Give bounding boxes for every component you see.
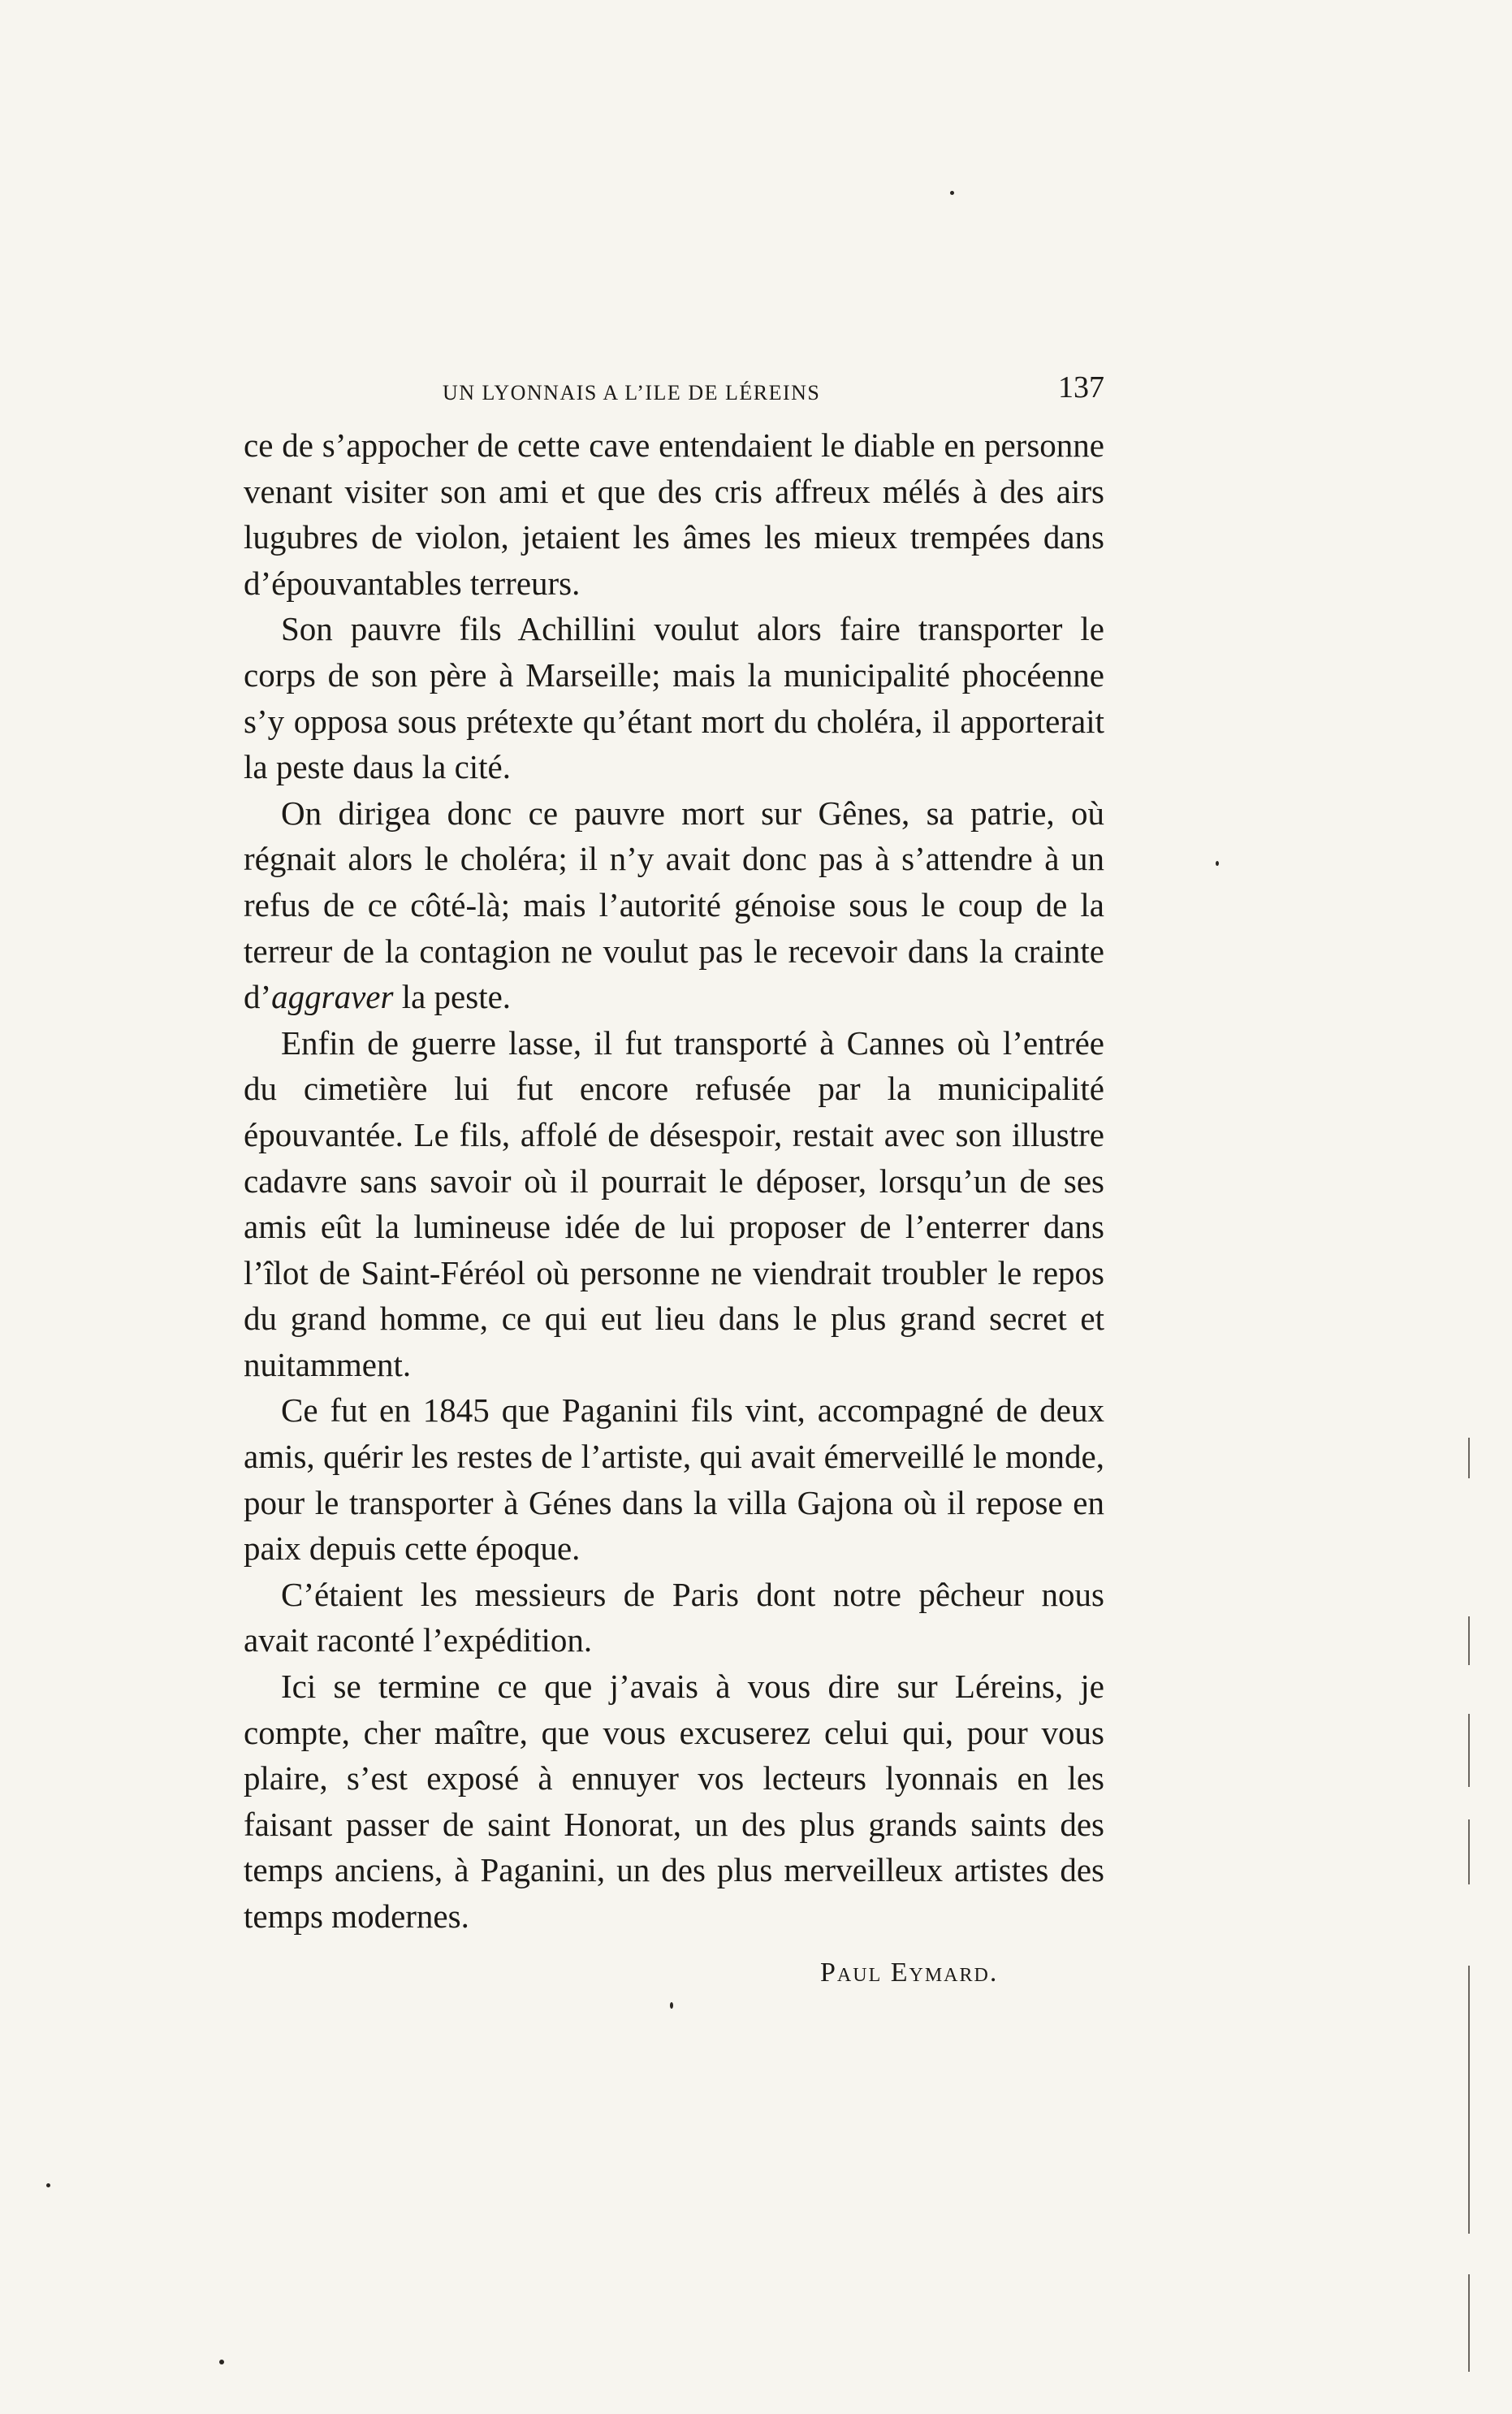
scan-speck — [950, 191, 954, 195]
page-edge-line — [1468, 1714, 1470, 1787]
scan-speck — [1216, 861, 1219, 866]
body-text — [244, 422, 1104, 1940]
page-edge-line — [1468, 1438, 1470, 1478]
author-signature: Paul Eymard. — [820, 1958, 999, 1988]
running-title: UN LYONNAIS A L’ILE DE LÉREINS — [443, 381, 821, 404]
paragraph-2: Son pauvre fils Achillini voulut alors faire transporter le corps de son père à Marseille; mais la municipalité phocéenne s’y opposa sous prétexte qu’étant mort du choléra, il apporterait la peste daus la cité. — [244, 610, 1104, 786]
paragraph-5: Ce fut en 1845 que Paganini fils vint, accompagné de deux amis, quérir les restes de l’artiste, qui avait émerveillé le monde, pour le transporter à Génes dans la villa Gajona où il repose en paix depuis cette époque. — [244, 1391, 1104, 1568]
page-edge-line — [1468, 1616, 1470, 1665]
paragraph-6: C’étaient les messieurs de Paris dont notre pêcheur nous avait raconté l’expédition. — [244, 1575, 1104, 1659]
paragraph-4: Enfin de guerre lasse, il fut transporté à Cannes où l’entrée du cimetière lui fut encore refusée par la municipalité épouvantée. Le fils, affolé de désespoir, restait avec son illustre cadavre sans savoir où il pourrait le déposer, lorsqu’un de ses amis eût la lumineuse idée de lui proposer de l’enterrer dans l’îlot de Saint-Féréol où personne ne viendrait troubler le repos du grand homme, ce qui eut lieu dans le plus grand secret et nuitamment. — [244, 1023, 1104, 1383]
page-edge-line — [1468, 1966, 1470, 2234]
page-edge-line — [1468, 1819, 1470, 1884]
page-edge-line — [1468, 2274, 1470, 2372]
scan-speck — [219, 2360, 224, 2364]
paragraph-3-italic: aggraver — [271, 978, 394, 1016]
page-number: 137 — [1058, 370, 1104, 404]
scan-speck — [670, 2002, 673, 2009]
paragraph-3-end: la peste. — [393, 978, 512, 1016]
paragraph-3 — [244, 790, 1104, 1020]
page-header — [244, 370, 1104, 418]
paragraph-7: Ici se termine ce que j’avais à vous dire sur Léreins, je compte, cher maître, que vous excuserez celui qui, pour vous plaire, s’est exposé à ennuyer vos lecteurs lyonnais en les faisant passer de saint Honorat, un des plus grands saints des temps anciens, à Paganini, un des plus merveilleux artistes des temps modernes. — [244, 1668, 1104, 1935]
paragraph-1: ce de s’appocher de cette cave entendaient le diable en personne venant visiter son ami et que des cris affreux mélés à des airs lugubres de violon, jetaient les âmes les mieux trempées dans d’épouvantables terreurs. — [244, 426, 1104, 602]
paragraph-3-text: On dirigea donc ce pauvre mort sur Gênes, sa patrie, où régnait alors le choléra; il n’y avait donc pas à s’attendre à un refus de ce côté-là; mais l’autorité génoise sous le coup de la terreur de la contagion ne voulut pas le recevoir dans la crainte d’ — [244, 794, 1104, 1016]
scan-speck — [46, 2183, 50, 2187]
